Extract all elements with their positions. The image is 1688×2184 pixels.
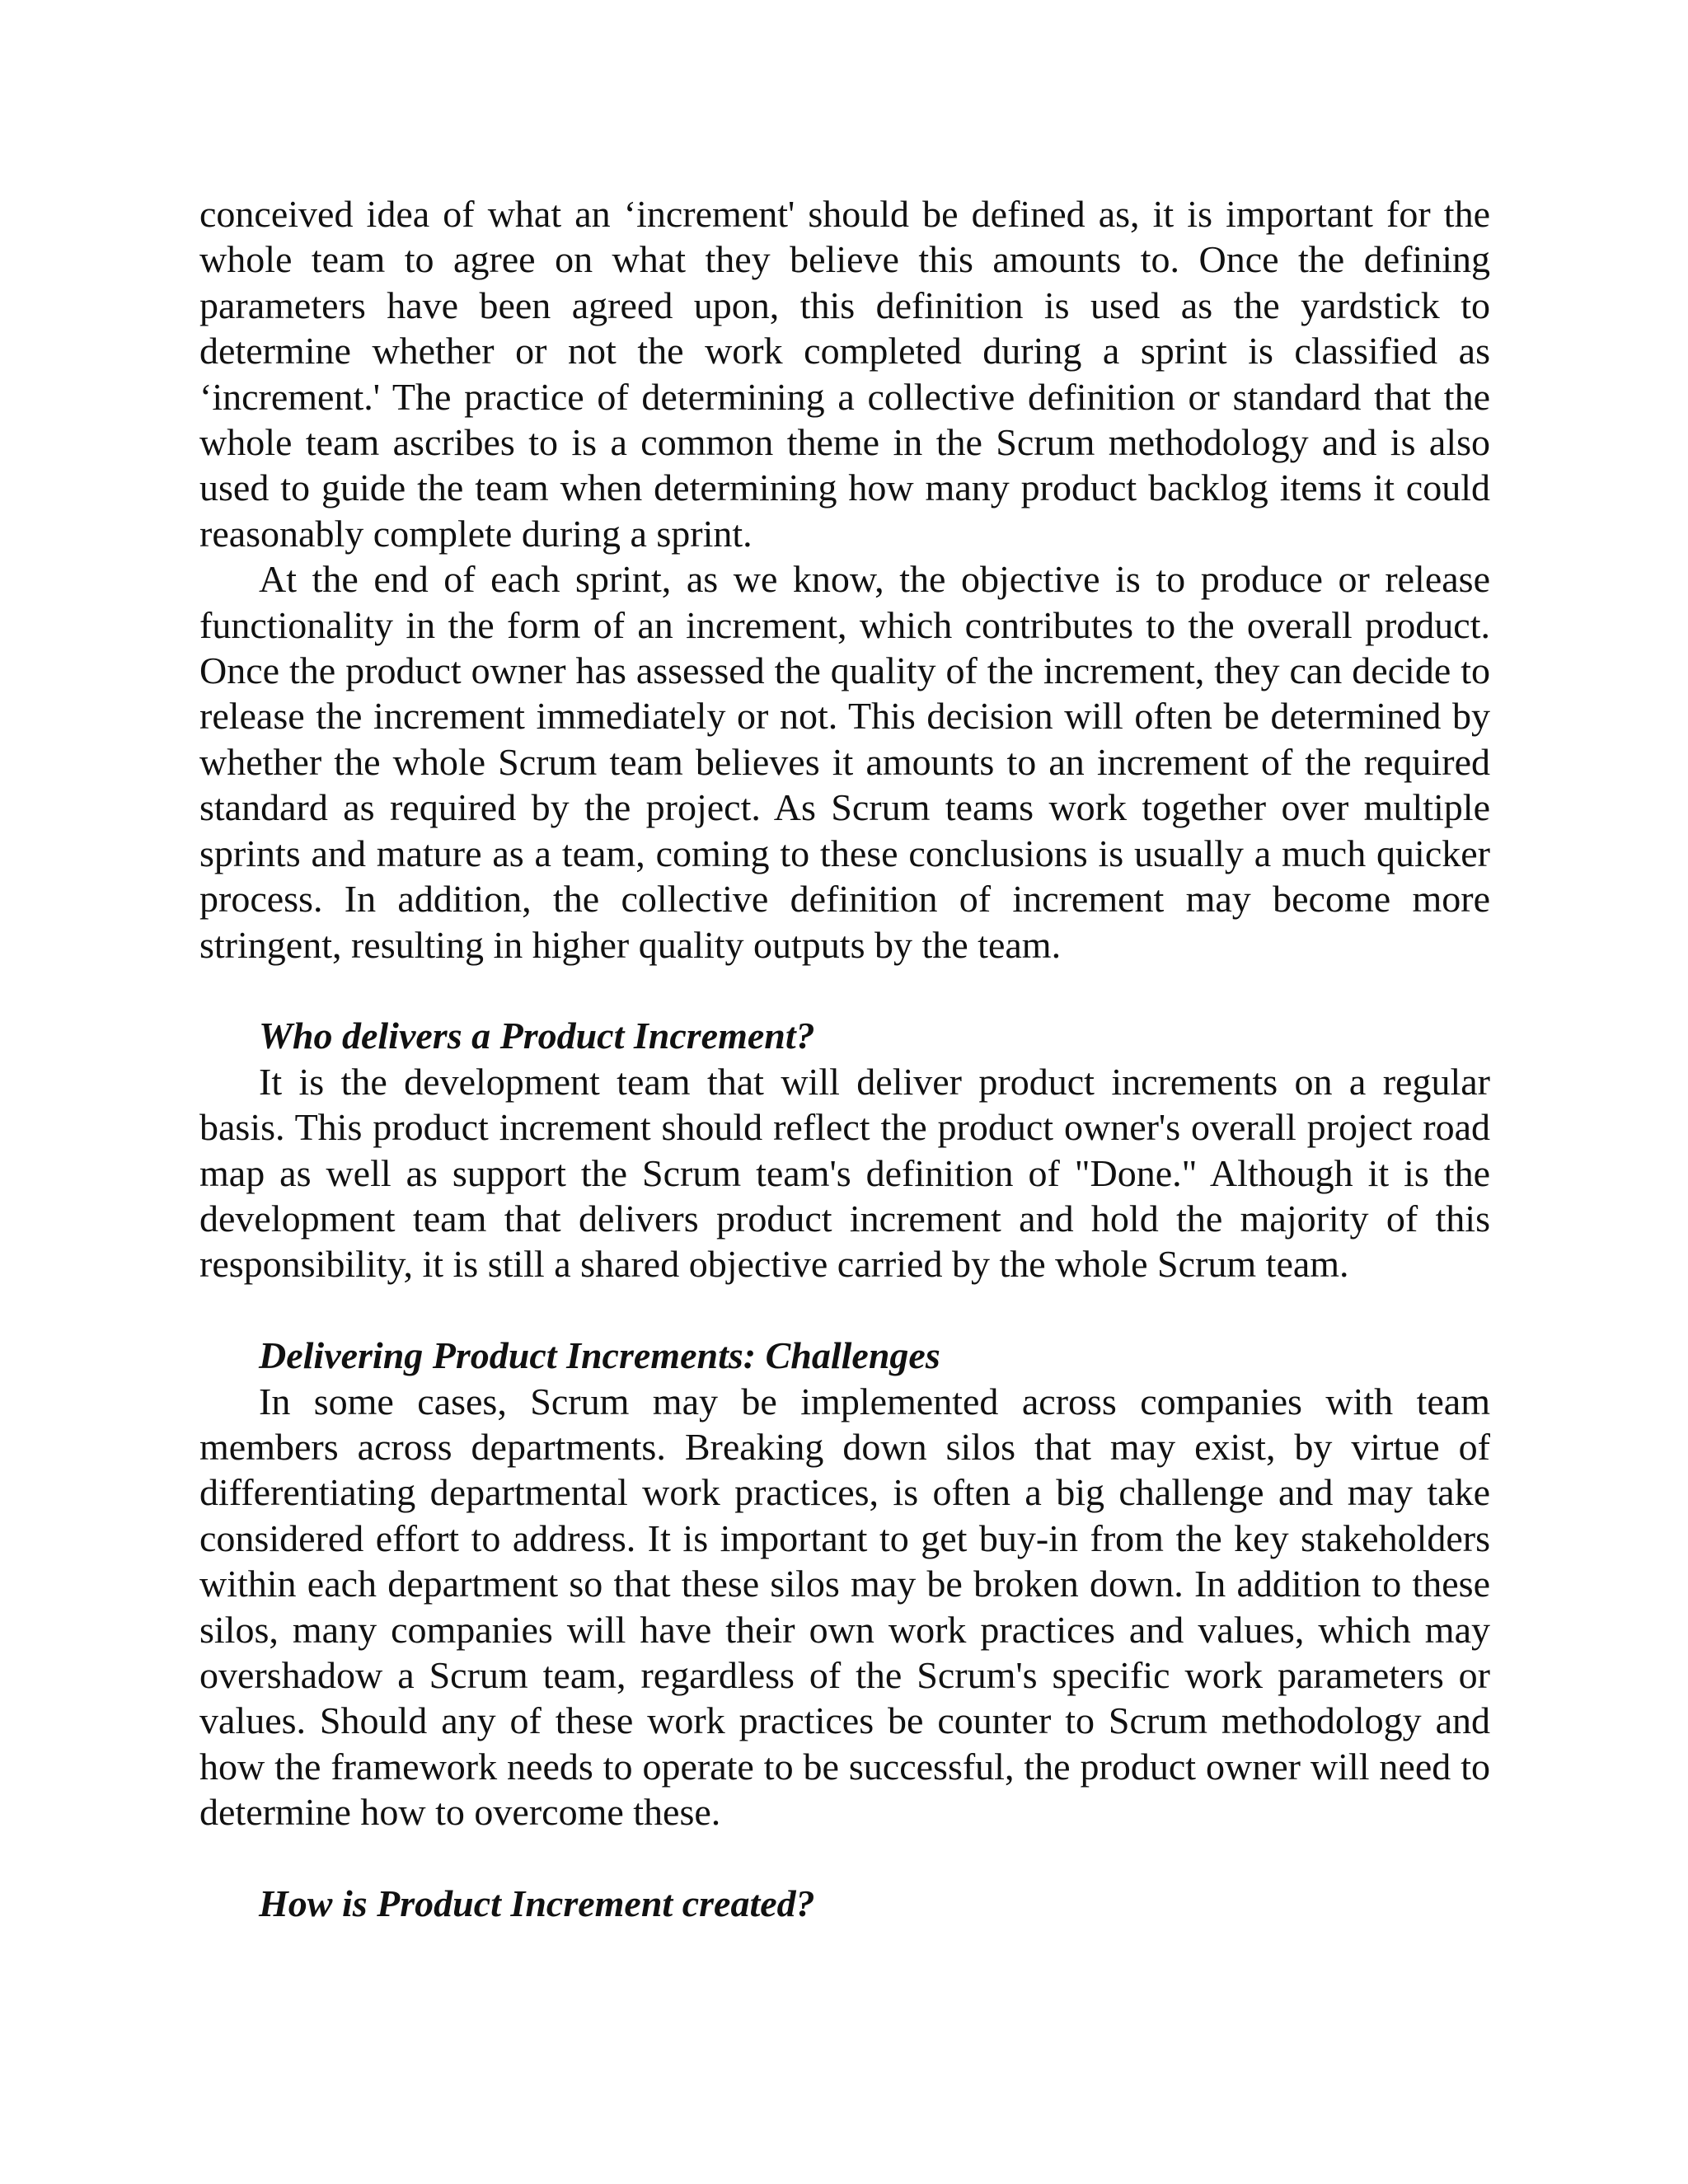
paragraph-challenges: In some cases, Scrum may be implemented across companies with team members across departments. Breaking down silos that may exist, by virtue of differentiating departmental work practices, is often a big challenge and may take considered effort to address. It is important to get buy-in from the key stakeholders within each department so that these silos may be broken down. In addition to these silos, many companies will have their own work practices and values, which may overshadow a Scrum team, regardless of the Scrum's specific work parameters or values. Should any of these work practices be counter to Scrum methodology and how the framework needs to operate to be successful, the product owner will need to determine how to overcome these. — [199, 1380, 1490, 1834]
paragraph-end-of-sprint: At the end of each sprint, as we know, the objective is to produce or release functionality in the form of an increment, which contributes to the overall product. Once the product owner has assessed the quality of the increment, they can decide to release the increment immediately or not. This decision will often be determined by whether the whole Scrum team believes it amounts to an increment of the required standard as required by the project. As Scrum teams work together over multiple sprints and mature as a team, coming to these conclusions is usually a much quicker process. In addition, the collective definition of increment may become more stringent, resulting in higher quality outputs by the team. — [199, 558, 1490, 966]
paragraph-continued: conceived idea of what an ‘increment' should be defined as, it is important for the whole team to agree on what they believe this amounts to. Once the defining parameters have been agreed upon, this definition is used as the yardstick to determine whether or not the work completed during a sprint is classified as ‘increment.' The practice of determining a collective definition or standard that the whole team ascribes to is a common theme in the Scrum methodology and is also used to guide the team when determining how many product backlog items it could reasonably complete during a sprint. — [199, 193, 1490, 555]
document-body — [199, 191, 1490, 1926]
heading-challenges: Delivering Product Increments: Challenges — [259, 1334, 940, 1377]
paragraph-development-team: It is the development team that will deliver product increments on a regular basis. This product increment should reflect the product owner's overall project road map as well as support the Scrum team's definition of "Done." Although it is the development team that delivers product increment and hold the majority of this responsibility, it is still a shared objective carried by the whole Scrum team. — [199, 1060, 1490, 1286]
heading-how-created: How is Product Increment created? — [259, 1882, 815, 1924]
heading-who-delivers: Who delivers a Product Increment? — [259, 1015, 815, 1057]
